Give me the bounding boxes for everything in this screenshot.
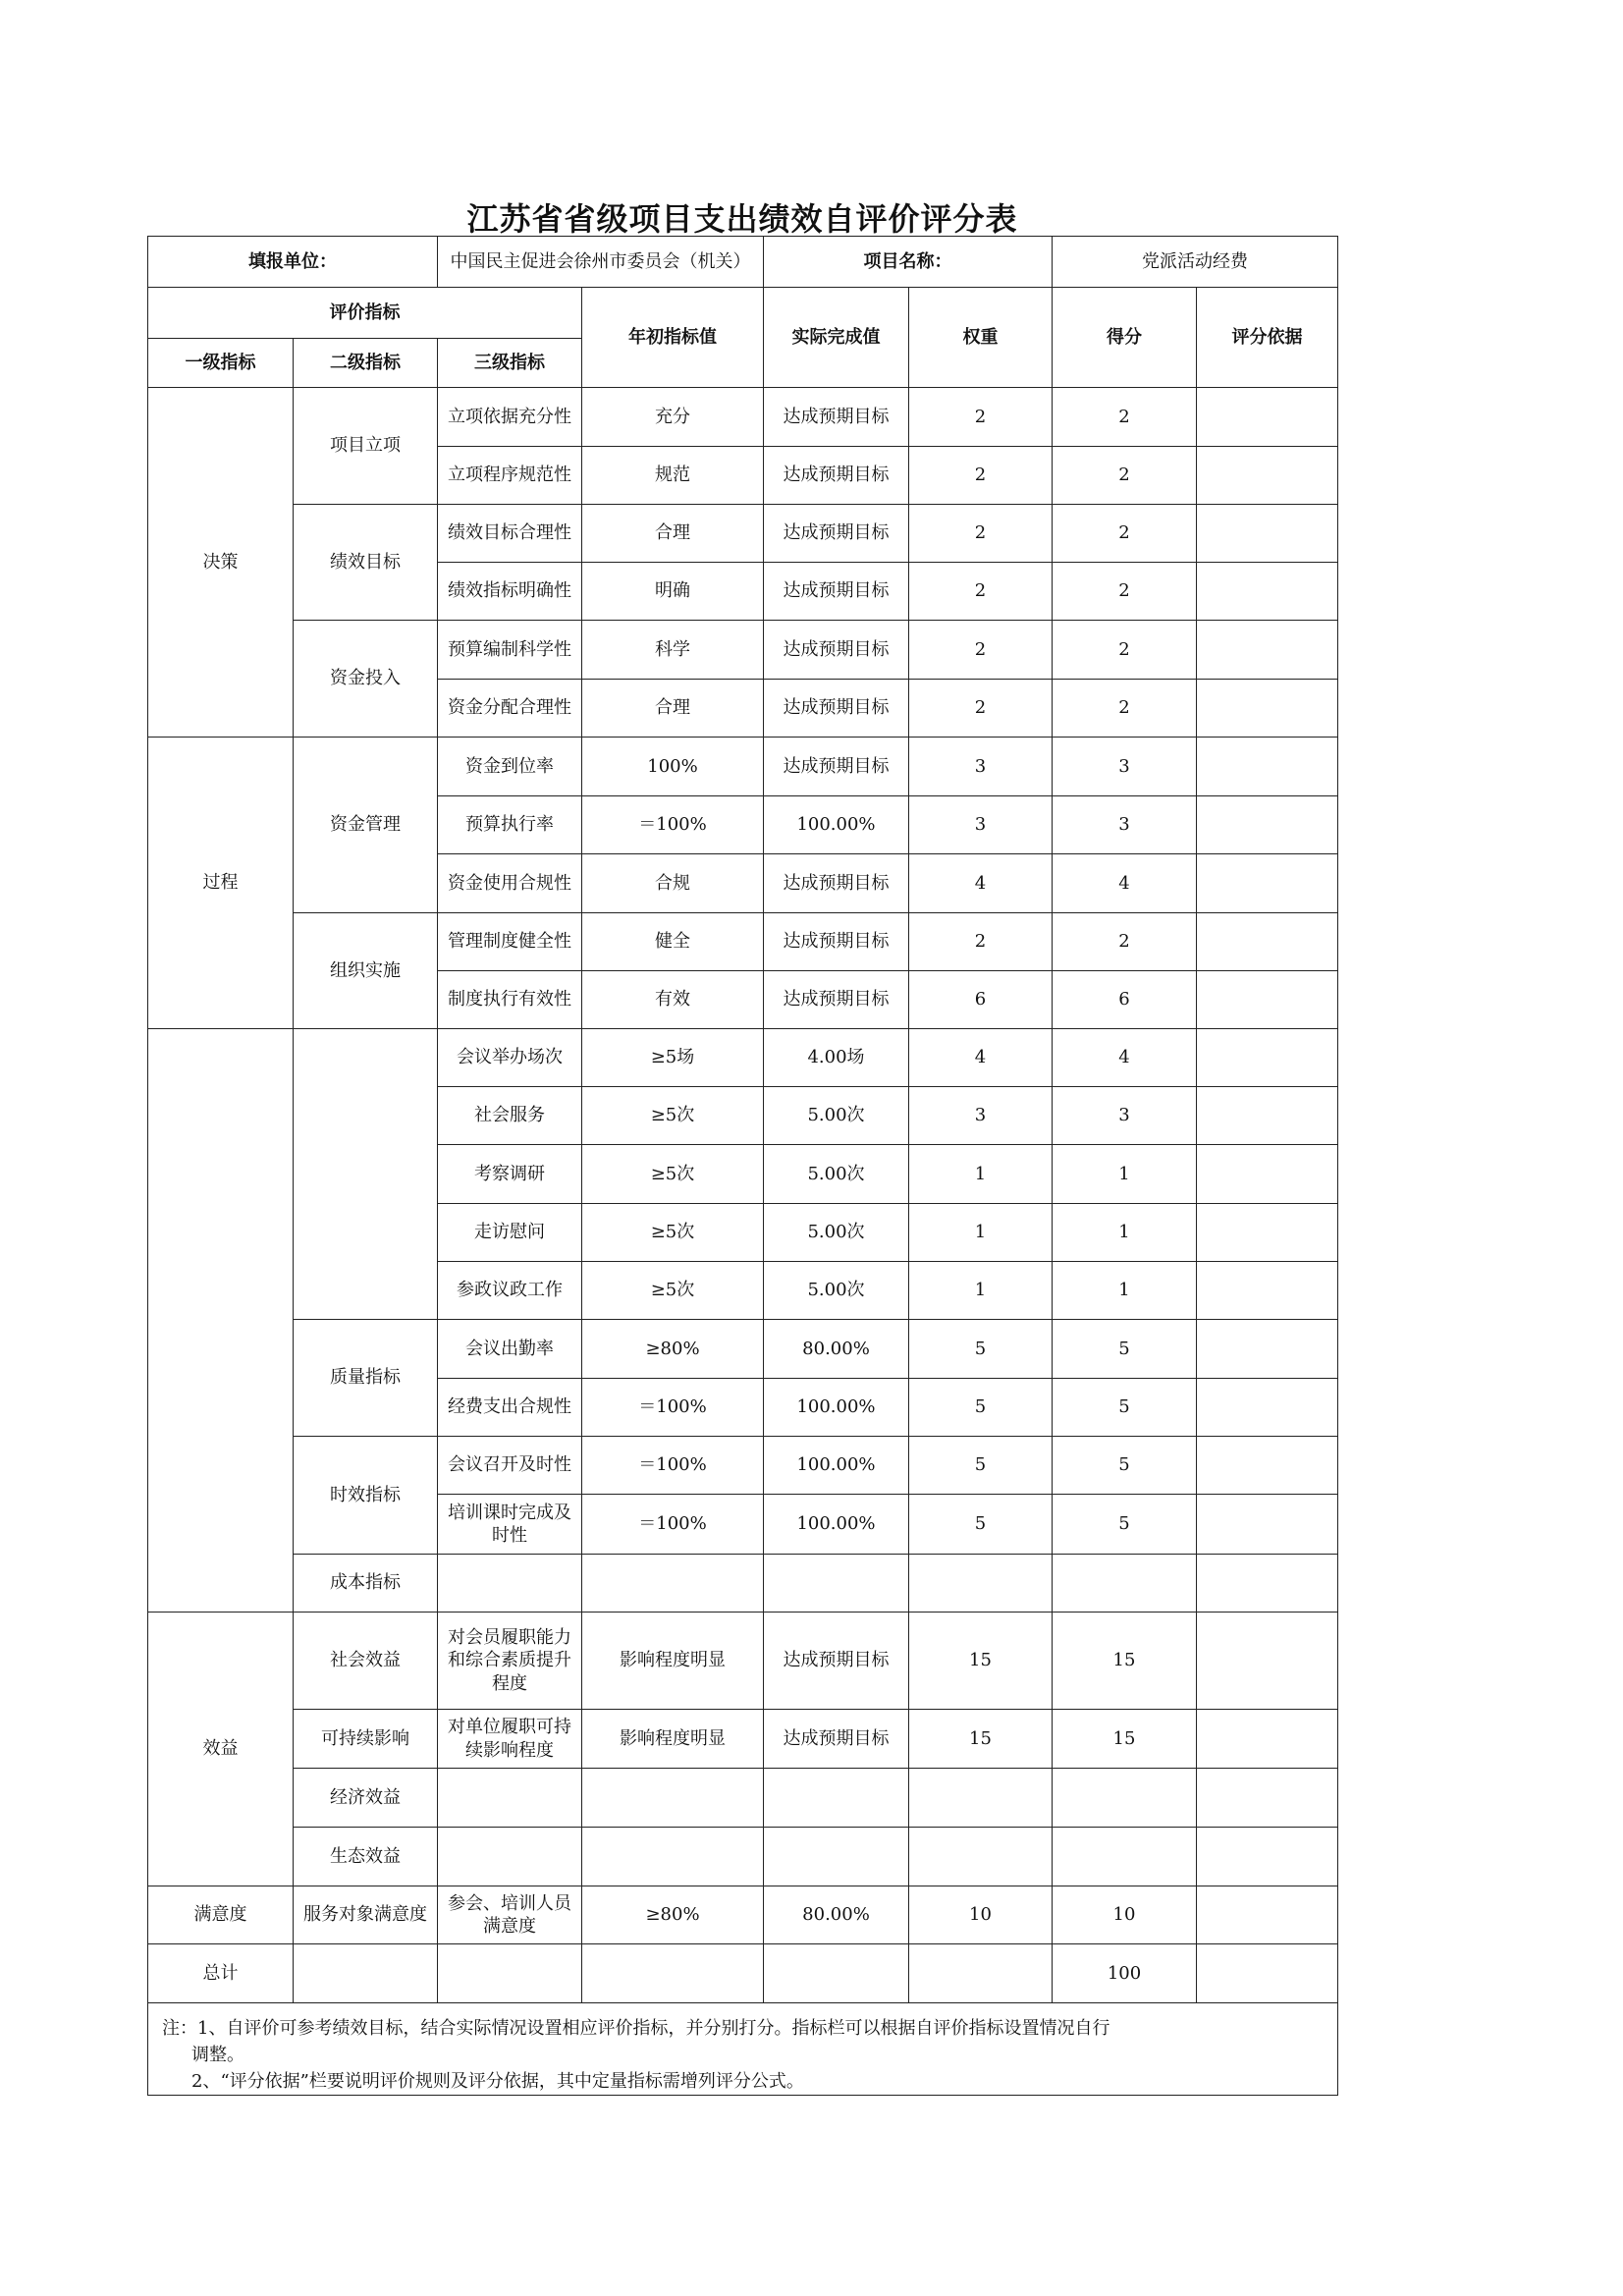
table-row [148,621,1338,680]
level1-cell: 过程 [148,738,294,1029]
level3-cell: 参会、培训人员满意度 [438,1886,582,1944]
notes [148,2003,1338,2096]
score-cell: 3 [1053,738,1197,796]
score-cell [1053,1828,1197,1886]
level2-cell: 项目立项 [294,388,438,505]
level1-cell [148,1029,294,1613]
level3-cell: 预算执行率 [438,796,582,854]
eval-indicator-header: 评价指标 [148,288,582,339]
target-cell: ≥5场 [582,1029,764,1087]
score-cell: 2 [1053,388,1197,447]
target-cell: ≥5次 [582,1087,764,1145]
score-cell: 2 [1053,680,1197,738]
table-row [148,505,1338,563]
weight-cell [909,1769,1053,1828]
score-cell: 1 [1053,1145,1197,1204]
score-cell [1053,1769,1197,1828]
basis-cell [1197,1710,1338,1769]
empty-cell [582,1944,764,2003]
basis-header: 评分依据 [1197,288,1338,388]
target-cell: ＝100% [582,1495,764,1555]
weight-cell: 2 [909,621,1053,680]
level2-header: 二级指标 [294,339,438,388]
level2-cell: 经济效益 [294,1769,438,1828]
basis-cell [1197,796,1338,854]
level2-cell: 资金投入 [294,621,438,738]
note-line-1: 注：1、自评价可参考绩效目标，结合实际情况设置相应评价指标，并分别打分。指标栏可以根据自评价指标设置情况自行 [162,2018,1110,2039]
level3-cell: 预算编制科学性 [438,621,582,680]
actual-cell: 5.00次 [764,1262,909,1320]
target-cell: 规范 [582,447,764,505]
target-cell: 合理 [582,680,764,738]
level3-cell: 立项依据充分性 [438,388,582,447]
level2-cell: 组织实施 [294,913,438,1029]
score-cell: 4 [1053,1029,1197,1087]
score-cell: 5 [1053,1437,1197,1495]
total-label: 总计 [148,1944,294,2003]
level1-cell: 效益 [148,1613,294,1886]
basis-cell [1197,563,1338,621]
basis-cell [1197,505,1338,563]
basis-cell [1197,1320,1338,1379]
actual-cell: 100.00% [764,796,909,854]
score-cell: 15 [1053,1613,1197,1710]
actual-cell: 达成预期目标 [764,913,909,971]
weight-cell: 15 [909,1710,1053,1769]
score-cell: 2 [1053,913,1197,971]
target-cell: 100% [582,738,764,796]
weight-cell: 2 [909,563,1053,621]
actual-cell: 达成预期目标 [764,505,909,563]
score-cell: 15 [1053,1710,1197,1769]
table-row [148,1437,1338,1495]
table-row [148,1320,1338,1379]
level2-cell: 生态效益 [294,1828,438,1886]
total-row [148,1944,1338,2003]
weight-cell: 2 [909,388,1053,447]
target-cell [582,1769,764,1828]
target-cell: ≥80% [582,1886,764,1944]
weight-cell: 3 [909,1087,1053,1145]
score-cell: 5 [1053,1379,1197,1437]
empty-cell [294,1944,438,2003]
level2-cell: 质量指标 [294,1320,438,1437]
level2-cell: 成本指标 [294,1555,438,1613]
weight-cell: 4 [909,854,1053,913]
actual-cell: 达成预期目标 [764,738,909,796]
score-cell: 3 [1053,796,1197,854]
score-cell: 2 [1053,563,1197,621]
empty-cell [764,1944,909,2003]
actual-cell [764,1769,909,1828]
weight-cell [909,1828,1053,1886]
target-cell: ≥5次 [582,1145,764,1204]
target-cell: ＝100% [582,1437,764,1495]
unit-label: 填报单位： [148,237,438,288]
target-cell: 有效 [582,971,764,1029]
score-cell: 3 [1053,1087,1197,1145]
basis-cell [1197,680,1338,738]
basis-cell [1197,1613,1338,1710]
actual-cell: 4.00场 [764,1029,909,1087]
level3-cell: 资金分配合理性 [438,680,582,738]
weight-cell: 1 [909,1262,1053,1320]
level3-cell: 考察调研 [438,1145,582,1204]
weight-cell: 6 [909,971,1053,1029]
target-cell: ≥5次 [582,1204,764,1262]
level3-cell [438,1769,582,1828]
actual-cell: 达成预期目标 [764,388,909,447]
level3-cell: 对会员履职能力和综合素质提升程度 [438,1613,582,1710]
target-cell [582,1828,764,1886]
table-row [148,1710,1338,1769]
basis-cell [1197,1828,1338,1886]
level3-cell: 社会服务 [438,1087,582,1145]
level3-cell: 培训课时完成及时性 [438,1495,582,1555]
weight-cell: 15 [909,1613,1053,1710]
level3-cell: 立项程序规范性 [438,447,582,505]
level2-cell [294,1029,438,1320]
level3-cell: 资金到位率 [438,738,582,796]
weight-cell: 5 [909,1437,1053,1495]
basis-cell [1197,1204,1338,1262]
target-cell: 充分 [582,388,764,447]
total-score: 100 [1053,1944,1197,2003]
level3-cell [438,1828,582,1886]
empty-cell [1197,1944,1338,2003]
score-cell: 6 [1053,971,1197,1029]
weight-cell: 2 [909,505,1053,563]
level3-cell: 对单位履职可持续影响程度 [438,1710,582,1769]
level1-cell: 决策 [148,388,294,738]
level3-cell [438,1555,582,1613]
score-cell: 1 [1053,1262,1197,1320]
table-row [148,388,1338,447]
target-cell: 影响程度明显 [582,1613,764,1710]
level3-cell: 管理制度健全性 [438,913,582,971]
score-cell: 2 [1053,505,1197,563]
weight-cell: 1 [909,1145,1053,1204]
target-cell: 明确 [582,563,764,621]
level3-cell: 资金使用合规性 [438,854,582,913]
basis-cell [1197,971,1338,1029]
level3-cell: 会议出勤率 [438,1320,582,1379]
level3-header: 三级指标 [438,339,582,388]
basis-cell [1197,1769,1338,1828]
level2-cell: 可持续影响 [294,1710,438,1769]
actual-cell: 80.00% [764,1886,909,1944]
actual-cell: 达成预期目标 [764,1710,909,1769]
basis-cell [1197,1087,1338,1145]
info-row [148,237,1338,288]
score-cell: 5 [1053,1495,1197,1555]
actual-cell [764,1555,909,1613]
project-label: 项目名称： [764,237,1053,288]
table-row [148,1769,1338,1828]
target-header: 年初指标值 [582,288,764,388]
empty-cell [909,1944,1053,2003]
score-header: 得分 [1053,288,1197,388]
table-row [148,738,1338,796]
target-cell: ＝100% [582,1379,764,1437]
basis-cell [1197,621,1338,680]
actual-cell: 达成预期目标 [764,854,909,913]
score-cell [1053,1555,1197,1613]
level1-header: 一级指标 [148,339,294,388]
weight-cell: 10 [909,1886,1053,1944]
level2-cell: 资金管理 [294,738,438,913]
level3-cell: 走访慰问 [438,1204,582,1262]
weight-cell: 3 [909,738,1053,796]
actual-cell: 100.00% [764,1379,909,1437]
page-title: 江苏省省级项目支出绩效自评价评分表 [466,200,1018,238]
score-cell: 2 [1053,621,1197,680]
basis-cell [1197,854,1338,913]
basis-cell [1197,913,1338,971]
note-line-1-continued: 调整。 [191,2045,244,2065]
basis-cell [1197,1437,1338,1495]
actual-cell: 达成预期目标 [764,563,909,621]
target-cell: 影响程度明显 [582,1710,764,1769]
level3-cell: 参政议政工作 [438,1262,582,1320]
level3-cell: 经费支出合规性 [438,1379,582,1437]
basis-cell [1197,1379,1338,1437]
actual-header: 实际完成值 [764,288,909,388]
evaluation-table [147,236,1338,2096]
weight-cell: 2 [909,447,1053,505]
weight-header: 权重 [909,288,1053,388]
level1-cell: 满意度 [148,1886,294,1944]
level2-cell: 社会效益 [294,1613,438,1710]
target-cell: 合规 [582,854,764,913]
basis-cell [1197,738,1338,796]
target-cell: ＝100% [582,796,764,854]
actual-cell: 5.00次 [764,1204,909,1262]
basis-cell [1197,1886,1338,1944]
score-cell: 2 [1053,447,1197,505]
actual-cell: 80.00% [764,1320,909,1379]
score-cell: 10 [1053,1886,1197,1944]
actual-cell: 达成预期目标 [764,621,909,680]
actual-cell: 达成预期目标 [764,447,909,505]
actual-cell: 达成预期目标 [764,1613,909,1710]
basis-cell [1197,388,1338,447]
basis-cell [1197,1145,1338,1204]
level2-cell: 服务对象满意度 [294,1886,438,1944]
unit-value: 中国民主促进会徐州市委员会（机关） [438,237,764,288]
weight-cell: 5 [909,1379,1053,1437]
target-cell: 健全 [582,913,764,971]
weight-cell: 4 [909,1029,1053,1087]
note-row [148,2003,1338,2096]
weight-cell: 5 [909,1320,1053,1379]
actual-cell: 达成预期目标 [764,971,909,1029]
score-cell: 4 [1053,854,1197,913]
table-row [148,1613,1338,1710]
target-cell: ≥80% [582,1320,764,1379]
target-cell: ≥5次 [582,1262,764,1320]
weight-cell: 5 [909,1495,1053,1555]
basis-cell [1197,1262,1338,1320]
basis-cell [1197,447,1338,505]
actual-cell: 100.00% [764,1437,909,1495]
level3-cell: 绩效目标合理性 [438,505,582,563]
weight-cell: 3 [909,796,1053,854]
weight-cell: 1 [909,1204,1053,1262]
weight-cell: 2 [909,680,1053,738]
project-value: 党派活动经费 [1053,237,1338,288]
table-row [148,1886,1338,1944]
basis-cell [1197,1555,1338,1613]
weight-cell [909,1555,1053,1613]
table-row [148,913,1338,971]
weight-cell: 2 [909,913,1053,971]
level3-cell: 会议召开及时性 [438,1437,582,1495]
table-row [148,1029,1338,1087]
basis-cell [1197,1029,1338,1087]
level3-cell: 制度执行有效性 [438,971,582,1029]
note-line-2: 2、“评分依据”栏要说明评价规则及评分依据，其中定量指标需增列评分公式。 [191,2071,804,2092]
actual-cell [764,1828,909,1886]
score-cell: 1 [1053,1204,1197,1262]
target-cell: 合理 [582,505,764,563]
header-row-1 [148,288,1338,339]
basis-cell [1197,1495,1338,1555]
level3-cell: 会议举办场次 [438,1029,582,1087]
actual-cell: 5.00次 [764,1145,909,1204]
empty-cell [438,1944,582,2003]
target-cell [582,1555,764,1613]
actual-cell: 100.00% [764,1495,909,1555]
level2-cell: 时效指标 [294,1437,438,1555]
score-cell: 5 [1053,1320,1197,1379]
level2-cell: 绩效目标 [294,505,438,621]
table-row [148,1828,1338,1886]
actual-cell: 5.00次 [764,1087,909,1145]
level3-cell: 绩效指标明确性 [438,563,582,621]
target-cell: 科学 [582,621,764,680]
actual-cell: 达成预期目标 [764,680,909,738]
table-row [148,1555,1338,1613]
